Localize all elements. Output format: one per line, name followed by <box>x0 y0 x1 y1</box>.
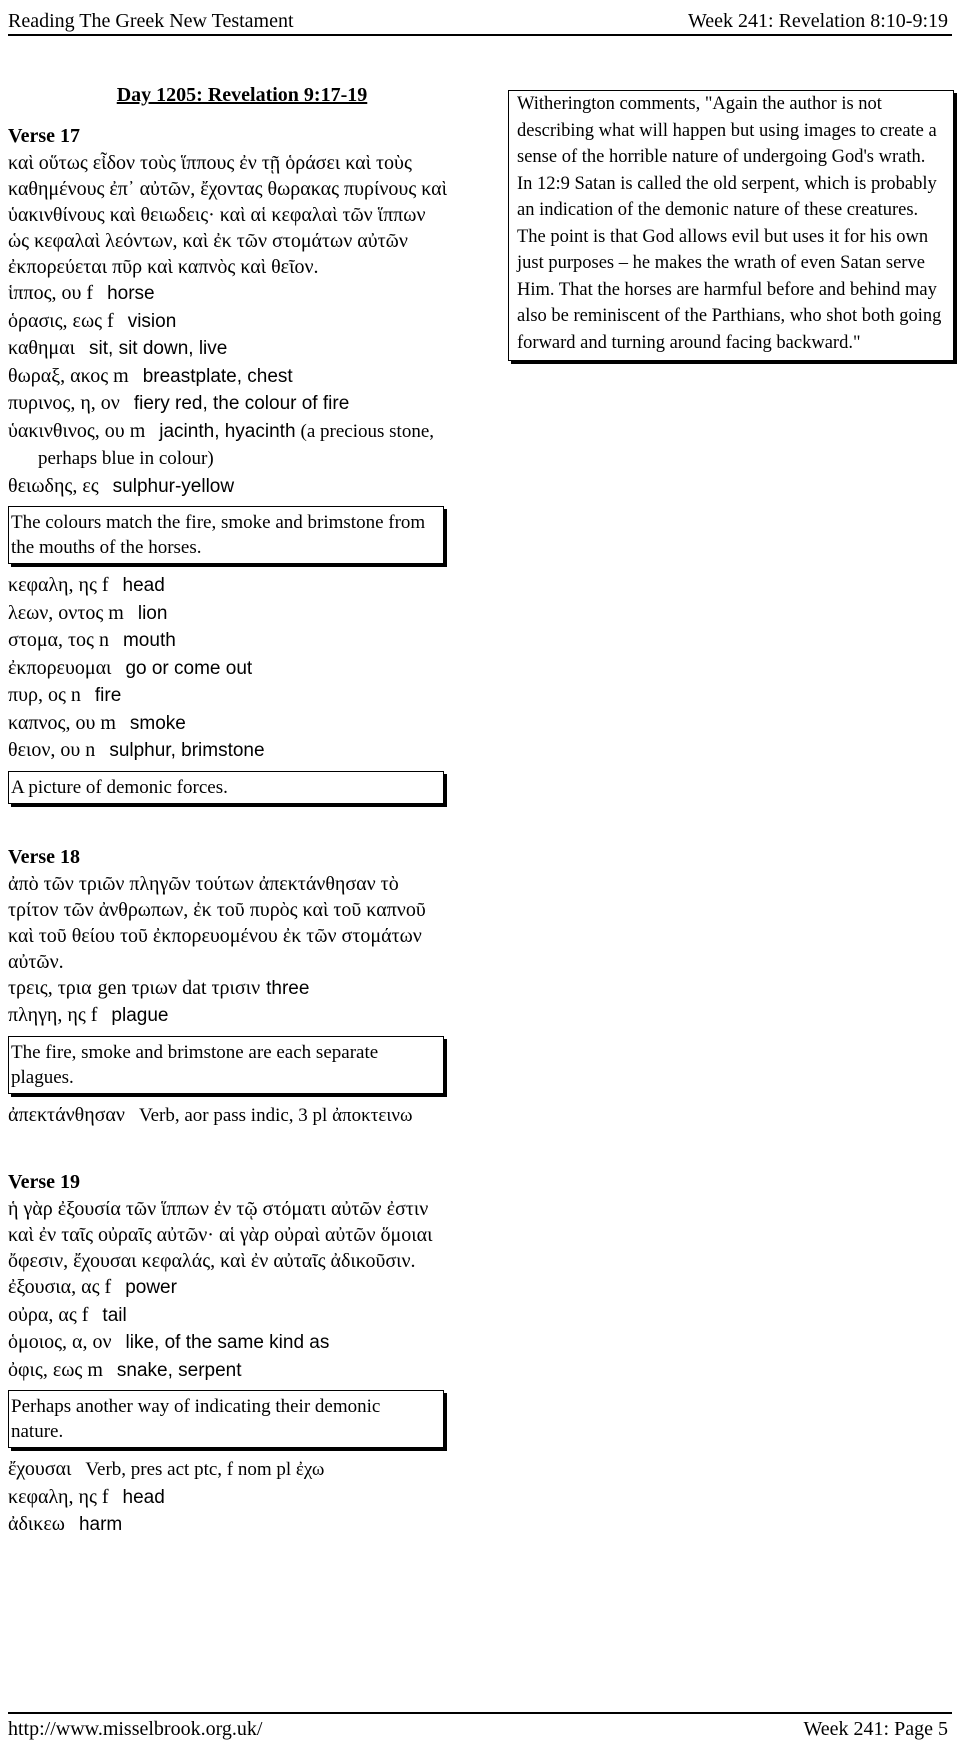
verse-heading: Verse 17 <box>8 125 81 147</box>
book-title: Reading The Greek New Testament <box>8 10 294 32</box>
vocab-item: λεων, οντος m lion <box>8 601 168 624</box>
page-footer <box>8 1712 952 1744</box>
vocab-item: κεφαλη, ης f head <box>8 1485 165 1508</box>
note-box: Perhaps another way of indicating their demonic nature. <box>8 1390 444 1448</box>
vocab-item: καπνος, ου m smoke <box>8 711 186 734</box>
week-reference: Week 241: Revelation 8:10-9:19 <box>688 10 948 32</box>
vocab-item: ἔχουσαι Verb, pres act ptc, f nom pl ἐχω <box>8 1458 325 1480</box>
vocab-item: ἐξουσια, ας f power <box>8 1276 177 1298</box>
page-number: Week 241: Page 5 <box>803 1718 948 1740</box>
vocab-item: ὀφις, εως m snake, serpent <box>8 1358 242 1381</box>
vocab-item: καθημαι sit, sit down, live <box>8 337 228 359</box>
vocab-item: τρεις, τρια gen τριων dat τρισιν three <box>8 976 310 999</box>
vocab-item: στομα, τος n mouth <box>8 629 176 651</box>
vocab-item: ἱππος, ου f horse <box>8 282 155 304</box>
greek-text: ἡ γὰρ ἐξουσία τῶν ἵππων ἐν τῷ στόματι αὐτῶν ἐστιν καὶ ἐν ταῖς οὐραῖς αὐτῶν· αἱ γὰρ οὐραὶ αὐτῶν ὅμοιαι ὄφεσιν, ἔχουσαι κεφαλάς, καὶ ἐν αὐταῖς ἀδικοῦσιν. <box>8 1198 433 1272</box>
vocab-item: πυρ, ος n fire <box>8 684 122 706</box>
commentary-box: Witherington comments, "Again the author is not describing what will happen but using images to create a sense of the horrible nature of undergoing God's wrath. In 12:9 Satan is called the old serpent, which is probably an indication of the demonic nature of these creatures. The point is that God allows evil but uses it for his own just purposes – he makes the wrath of even Satan serve Him. That the horses are harmful before and behind may also be reminiscent of the Parthians, who shot both going forward and turning around facing backward." <box>508 90 954 361</box>
page-header <box>8 6 952 36</box>
note-box: The fire, smoke and brimstone are each separate plagues. <box>8 1036 444 1094</box>
verse-heading: Verse 18 <box>8 845 81 868</box>
vocab-list <box>8 572 448 765</box>
greek-text: καὶ οὕτως εἶδον τοὺς ἵππους ἐν τῇ ὁράσει καὶ τοὺς καθημένους ἐπ᾽ αὐτῶν, ἔχοντας θωρακας πυρίνους καὶ ὑακινθίνους καὶ θειωδεις· καὶ αἱ κεφαλαὶ τῶν ἵππων ὡς κεφαλαὶ λεόντων, καὶ ἐκ τῶν στομάτων αὐτῶν ἐκπορεύεται πῦρ καὶ καπνὸς καὶ θεῖον. <box>8 152 447 278</box>
verse-19 <box>8 1171 448 1539</box>
day-title: Day 1205: Revelation 9:17-19 <box>116 84 368 106</box>
vocab-item: ὁρασις, εως f vision <box>8 309 177 332</box>
vocab-list <box>8 1456 448 1539</box>
vocab-item: ὁμοιος, α, ον like, of the same kind as <box>8 1331 330 1353</box>
verse-heading: Verse 19 <box>8 1171 81 1193</box>
greek-text: ἀπὸ τῶν τριῶν πληγῶν τούτων ἀπεκτάνθησαν τὸ τρίτον τῶν ἀνθρωπων, ἐκ τοῦ πυρὸς καὶ τοῦ καπνοῦ καὶ τοῦ θείου τοῦ ἐκπορευομένου ἐκ τῶν στομάτων αὐτῶν. <box>8 872 426 973</box>
vocab-item: πληγη, ης f plague <box>8 1004 169 1026</box>
main-column <box>8 84 448 1553</box>
vocab-list <box>8 975 448 1030</box>
vocab-item: θωραξ, ακος m breastplate, chest <box>8 364 293 387</box>
verse-18 <box>8 846 448 1130</box>
vocab-item: ὑακινθινος, ου m jacinth, hyacinth (a precious stone, perhaps blue in colour) <box>8 419 434 469</box>
vocab-item: ἀπεκτάνθησαν Verb, aor pass indic, 3 pl ἀποκτεινω <box>8 1103 413 1126</box>
commentary-column <box>508 90 954 361</box>
vocab-item: ἀδικεω harm <box>8 1513 123 1535</box>
vocab-list <box>8 280 448 500</box>
vocab-item: οὐρα, ας f tail <box>8 1303 127 1326</box>
vocab-list <box>8 1102 448 1130</box>
note-box: A picture of demonic forces. <box>8 771 444 804</box>
site-url[interactable]: http://www.misselbrook.org.uk/ <box>8 1718 263 1740</box>
vocab-item: κεφαλη, ης f head <box>8 574 165 596</box>
vocab-item: θειωδης, ες sulphur-yellow <box>8 474 235 497</box>
vocab-item: θειον, ου n sulphur, brimstone <box>8 739 265 761</box>
vocab-list <box>8 1274 448 1384</box>
verse-17 <box>8 125 448 804</box>
vocab-item: ἐκπορευομαι go or come out <box>8 656 253 679</box>
note-box: The colours match the fire, smoke and brimstone from the mouths of the horses. <box>8 506 444 564</box>
vocab-item: πυρινος, η, ον fiery red, the colour of fire <box>8 392 350 414</box>
